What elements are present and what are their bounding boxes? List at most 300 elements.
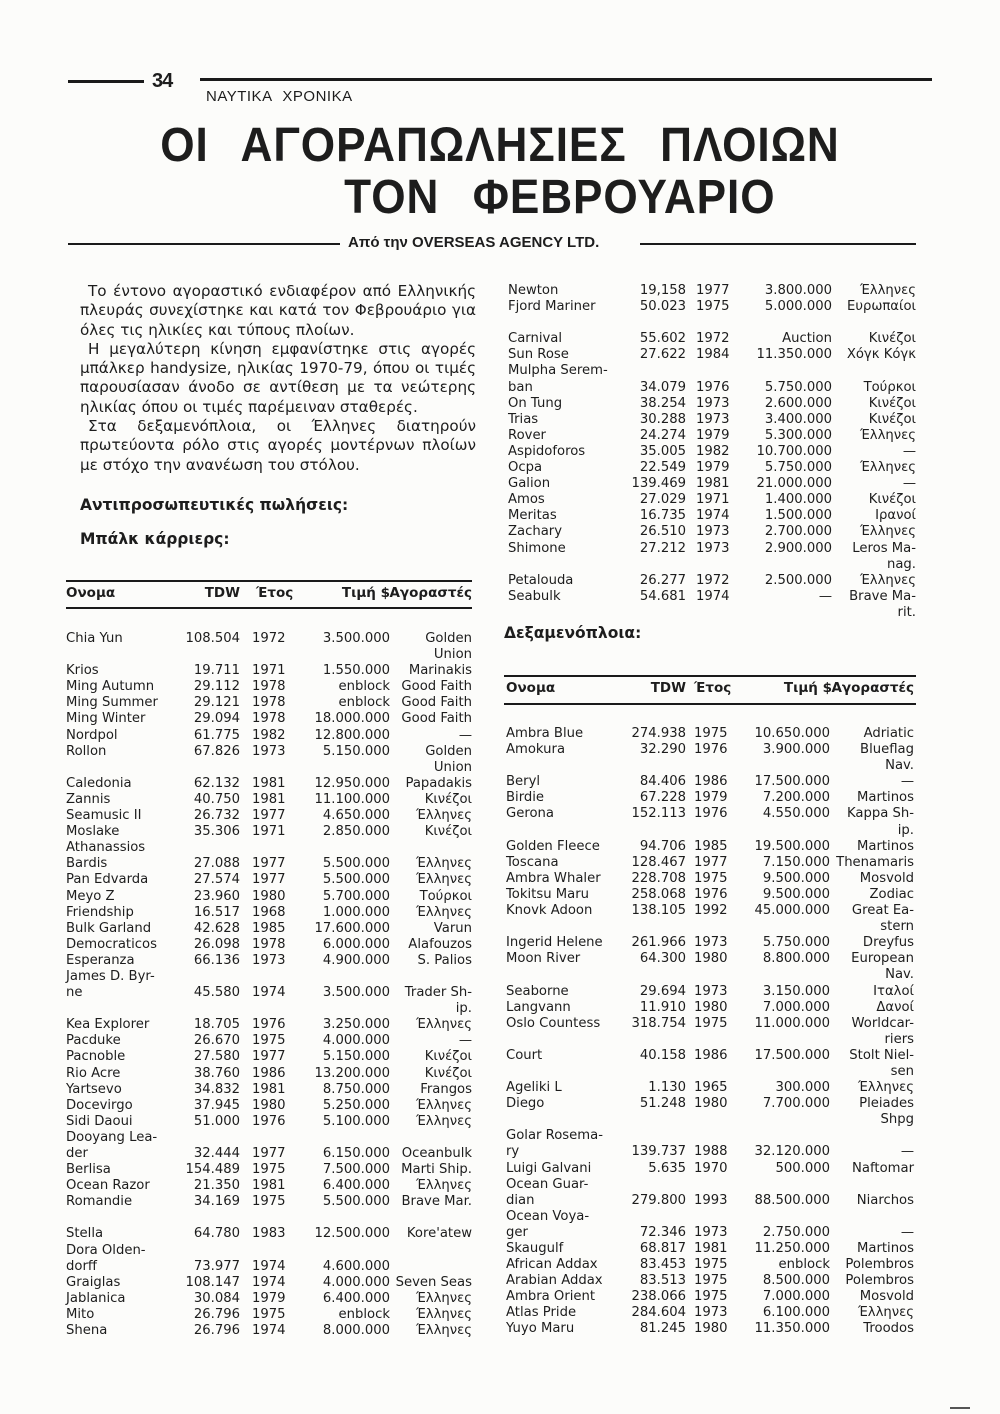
- price: 5.700.000: [322, 888, 390, 904]
- price: 3.500.000: [322, 631, 390, 646]
- col-name: Ονομα: [506, 680, 556, 696]
- tdw: 40.158: [639, 1047, 686, 1063]
- price: 12.950.000: [314, 775, 390, 791]
- price: 4.550.000: [762, 806, 830, 822]
- table-row: [508, 524, 916, 540]
- table-row: [508, 412, 916, 428]
- tdw: 154.489: [185, 1162, 240, 1178]
- table-row: [66, 856, 472, 872]
- tdw: 66.136: [193, 952, 240, 968]
- buyer: Έλληνες: [857, 1305, 914, 1321]
- buyer: Ιρανοί: [875, 508, 916, 524]
- tdw: 72.346: [639, 1224, 686, 1240]
- tankers-heading: Δεξαμενόπλοια:: [504, 624, 642, 642]
- buyer: Troodos: [863, 1321, 914, 1337]
- year: 1979: [694, 790, 728, 806]
- buyer: Έλληνες: [859, 572, 916, 588]
- price: 5.250.000: [322, 1097, 390, 1113]
- vessel-name: Trias: [508, 411, 539, 427]
- year: 1977: [252, 808, 286, 824]
- year: 1972: [696, 331, 730, 347]
- price: 5.000.000: [764, 299, 832, 315]
- buyer: Marinakis: [408, 663, 472, 679]
- representative-sales-heading: Αντιπροσωπευτικές πωλήσεις:: [80, 496, 349, 514]
- price: 300.000: [775, 1080, 830, 1096]
- table-header: [66, 585, 472, 601]
- price: 3.900.000: [762, 742, 830, 758]
- tdw: 32.444: [193, 1146, 240, 1161]
- buyer: Χόγκ Κόγκ: [846, 347, 916, 363]
- vessel-name: ne: [66, 985, 83, 1001]
- table-row: [506, 1289, 914, 1305]
- year: 1977: [252, 1049, 286, 1065]
- tankers-rule-top: [504, 675, 916, 677]
- tdw: 29.094: [193, 711, 240, 727]
- tdw: 23.960: [193, 888, 240, 904]
- table-row: [66, 711, 472, 727]
- table-row: [506, 871, 914, 887]
- buyer: —: [458, 1033, 472, 1049]
- year: 1979: [696, 460, 730, 476]
- tdw: 24.274: [639, 427, 686, 443]
- tdw: 30.288: [639, 411, 686, 427]
- tdw: 284.604: [631, 1305, 686, 1321]
- table-row: [66, 1114, 472, 1130]
- year: 1975: [694, 1289, 728, 1305]
- tdw: 45.580: [193, 985, 240, 1001]
- byline: Από την OVERSEAS AGENCY LTD.: [348, 234, 600, 251]
- buyer: Έλληνες: [859, 283, 916, 298]
- buyer: European: [851, 951, 914, 967]
- vessel-name: Atlas Pride: [506, 1305, 577, 1321]
- year: 1975: [694, 1273, 728, 1289]
- table-row: [506, 839, 914, 855]
- buyer: S. Palios: [417, 952, 472, 968]
- tdw: 21.350: [193, 1178, 240, 1194]
- buyer-part: Union: [433, 647, 472, 663]
- buyer: Κινέζοι: [868, 395, 916, 411]
- table-row: [508, 283, 916, 299]
- table-row-buyer-continuation: [66, 1001, 472, 1017]
- tdw: 34.079: [639, 379, 686, 395]
- year: 1975: [694, 870, 728, 886]
- year: 1965: [694, 1080, 728, 1096]
- price: 8.000.000: [322, 1323, 390, 1339]
- tdw: 27.212: [639, 540, 686, 556]
- table-row: [66, 679, 472, 695]
- table-row: [508, 573, 916, 589]
- vessel-name: On Tung: [508, 395, 563, 411]
- price: 12.800.000: [314, 727, 390, 743]
- year: 1968: [252, 904, 286, 920]
- buyer: Τούρκοι: [419, 888, 472, 904]
- vessel-name: African Addax: [506, 1257, 598, 1273]
- buyer: Έλληνες: [859, 427, 916, 443]
- price: 3.150.000: [762, 983, 830, 999]
- price: 4.900.000: [322, 952, 390, 968]
- vessel-name: Jablanica: [66, 1290, 126, 1306]
- buyer: Κινέζοι: [868, 331, 916, 347]
- buyer: Έλληνες: [415, 1113, 472, 1129]
- tdw: 27.580: [193, 1049, 240, 1065]
- vessel-name: Beryl: [506, 774, 541, 790]
- table-row: [66, 1259, 472, 1275]
- price: 11.000.000: [754, 1015, 830, 1031]
- year: 1992: [694, 903, 728, 919]
- tdw: 16.735: [639, 508, 686, 524]
- price: 6.000.000: [322, 936, 390, 952]
- tdw: 27.029: [639, 492, 686, 508]
- table-row: [508, 428, 916, 444]
- table-row: [506, 1000, 914, 1016]
- tdw: 32.290: [639, 742, 686, 758]
- buyer-part: Nav.: [885, 758, 914, 774]
- tdw: 26.732: [193, 808, 240, 824]
- year: 1975: [252, 1194, 286, 1210]
- vessel-name: Nordpol: [66, 727, 118, 743]
- table-row: [508, 396, 916, 412]
- year: 1973: [696, 524, 730, 540]
- buyer: Έλληνες: [857, 1080, 914, 1096]
- buyer: Κινέζοι: [424, 791, 472, 807]
- table-row: [66, 937, 472, 953]
- vessel-name: Chia Yun: [66, 631, 123, 646]
- buyer-part: Union: [433, 759, 472, 775]
- buyer: Έλληνες: [859, 460, 916, 476]
- table-row: [508, 444, 916, 460]
- vessel-name: Yartsevo: [66, 1081, 122, 1097]
- vessel-name: Galion: [508, 476, 551, 492]
- tdw: 16.517: [193, 904, 240, 920]
- price: 3.250.000: [322, 1017, 390, 1033]
- table-row: [506, 742, 914, 758]
- price: 2.900.000: [764, 540, 832, 556]
- vessel-name: Zachary: [508, 524, 563, 540]
- vessel-name-part: Ocean Voya-: [506, 1208, 590, 1224]
- price: 500.000: [775, 1160, 830, 1176]
- table-row: [506, 1193, 914, 1209]
- magazine-name: ΝΑΥΤΙΚΑ ΧΡΟΝΙΚΑ: [206, 88, 353, 105]
- col-buyers: Αγοραστές: [389, 585, 472, 601]
- price: 3.400.000: [764, 411, 832, 427]
- tdw: 26.796: [193, 1323, 240, 1339]
- year: 1985: [694, 838, 728, 854]
- vessel-name: Democraticos: [66, 936, 157, 952]
- tdw: 68.817: [639, 1241, 686, 1256]
- tdw: 29.121: [193, 695, 240, 711]
- tdw: 258.068: [631, 886, 686, 902]
- year: 1971: [252, 824, 286, 840]
- price: 6.400.000: [322, 1290, 390, 1306]
- price: 2.600.000: [764, 395, 832, 411]
- table-row: [66, 1178, 472, 1194]
- tdw: 64.780: [193, 1226, 240, 1242]
- vessel-name: Skaugulf: [506, 1241, 564, 1256]
- vessel-name: Stella: [66, 1226, 104, 1242]
- buyer: —: [900, 1224, 914, 1240]
- vessel-name: Yuyo Maru: [506, 1321, 575, 1337]
- vessel-name: Docevirgo: [66, 1097, 133, 1113]
- table-row: [508, 589, 916, 605]
- tdw: 37.945: [193, 1097, 240, 1113]
- vessel-name: Berlisa: [66, 1162, 111, 1178]
- vessel-name: dian: [506, 1192, 535, 1208]
- buyer: Good Faith: [401, 695, 472, 711]
- table-row: [506, 1161, 914, 1177]
- vessel-name: Newton: [508, 283, 559, 298]
- price: enblock: [338, 695, 390, 711]
- year: 1981: [252, 775, 286, 791]
- tdw: 83.453: [639, 1257, 686, 1273]
- price: 4.000.000: [322, 1274, 390, 1290]
- tdw: 51.000: [193, 1113, 240, 1129]
- price: 4.600.000: [322, 1258, 390, 1274]
- price: 13.200.000: [314, 1065, 390, 1081]
- table-row: [508, 380, 916, 396]
- tdw: 26.670: [193, 1033, 240, 1049]
- year: 1977: [252, 872, 286, 888]
- tankers-rule-bottom: [504, 703, 916, 705]
- tdw: 18.705: [193, 1017, 240, 1033]
- price: 8.500.000: [762, 1273, 830, 1289]
- year: 1981: [252, 1081, 286, 1097]
- year: 1976: [696, 379, 730, 395]
- buyer: Έλληνες: [415, 1017, 472, 1033]
- tdw: 108.147: [185, 1274, 240, 1290]
- buyer: Ιταλοί: [873, 983, 914, 999]
- year: 1974: [252, 985, 286, 1001]
- vessel-name: Ingerid Helene: [506, 935, 603, 951]
- vessel-name-part: Golar Rosema-: [506, 1128, 603, 1144]
- table-row: [506, 903, 914, 919]
- price: 19.500.000: [754, 838, 830, 854]
- vessel-name: Krios: [66, 663, 99, 679]
- vessel-name: Seamusic II: [66, 808, 142, 824]
- buyer-part: rit.: [897, 604, 916, 620]
- year: 1973: [696, 411, 730, 427]
- intro-paragraph: Στα δεξαμενόπλοια, οι Έλληνες διατηρούν πρωτεύοντα ρόλο στις αγορές μοντέρνων πλοίων με στόχο την ανανέωση του στόλου.: [80, 417, 476, 474]
- col-price: Τιμή $: [341, 585, 390, 601]
- buyer: Niarchos: [856, 1192, 914, 1208]
- buyer-part: ip.: [455, 1001, 472, 1017]
- tdw: 55.602: [639, 331, 686, 347]
- buyer: Martinos: [856, 790, 914, 806]
- tdw: 139.737: [631, 1144, 686, 1160]
- vessel-name: Diego: [506, 1096, 545, 1112]
- year: 1981: [252, 1178, 286, 1194]
- price: 5.300.000: [764, 427, 832, 443]
- year: 1981: [696, 476, 730, 492]
- vessel-name: Caledonia: [66, 775, 132, 791]
- table-row: [66, 792, 472, 808]
- tdw: 27.622: [639, 347, 686, 363]
- year: 1973: [252, 743, 286, 759]
- table-row: [508, 347, 916, 363]
- col-tdw: TDW: [204, 585, 240, 601]
- year: 1975: [694, 1257, 728, 1273]
- table-row: [66, 953, 472, 969]
- year: 1976: [694, 806, 728, 822]
- price: 88.500.000: [754, 1192, 830, 1208]
- table-row: [506, 1257, 914, 1273]
- buyer: Golden: [425, 743, 472, 759]
- table-row: [506, 951, 914, 967]
- year: 1973: [694, 935, 728, 951]
- year: 1977: [694, 854, 728, 870]
- vessel-name: Birdie: [506, 790, 545, 806]
- buyer: Polembros: [845, 1257, 914, 1273]
- tdw: 318.754: [631, 1015, 686, 1031]
- buyer: Έλληνες: [415, 808, 472, 824]
- table-row-name-continuation: [506, 1177, 914, 1193]
- tdw: 5.635: [648, 1160, 686, 1176]
- price: 8.800.000: [762, 951, 830, 967]
- price: 2.850.000: [322, 824, 390, 840]
- buyer: Έλληνες: [415, 1290, 472, 1306]
- price: 17.600.000: [314, 920, 390, 936]
- tdw: 279.800: [631, 1192, 686, 1208]
- buyer: Kappa Sh-: [847, 806, 914, 822]
- table-row: [506, 935, 914, 951]
- price: 5.100.000: [322, 1113, 390, 1129]
- vessel-name: Friendship: [66, 904, 134, 920]
- buyer: Frangos: [420, 1081, 472, 1097]
- buyer: Δανοί: [876, 999, 914, 1015]
- table-row: [66, 1082, 472, 1098]
- table-row-buyer-continuation: [506, 967, 914, 983]
- year: 1984: [696, 347, 730, 363]
- buyer: Έλληνες: [859, 524, 916, 540]
- year: 1971: [252, 663, 286, 679]
- price: 9.500.000: [762, 870, 830, 886]
- vessel-name-part: James D. Byr-: [66, 968, 155, 984]
- vessel-name-part: Dooyang Lea-: [66, 1129, 158, 1145]
- table-row: [66, 663, 472, 679]
- tdw: 35.005: [639, 443, 686, 459]
- year: 1983: [252, 1226, 286, 1242]
- vessel-name-part: Dora Olden-: [66, 1242, 146, 1258]
- table-row: [506, 1080, 914, 1096]
- buyer: Έλληνες: [415, 1306, 472, 1322]
- year: 1978: [252, 695, 286, 711]
- price: 3.800.000: [764, 283, 832, 298]
- vessel-name: Amokura: [506, 742, 566, 758]
- vessel-name: Pan Edvarda: [66, 872, 149, 888]
- price: 11.350.000: [756, 347, 832, 363]
- vessel-name: Gerona: [506, 806, 554, 822]
- year: 1975: [252, 1033, 286, 1049]
- table-row: [506, 1144, 914, 1160]
- table-row: [66, 1323, 472, 1339]
- table-row: [66, 1017, 472, 1033]
- table-row-buyer-continuation: [506, 823, 914, 839]
- price: 18.000.000: [314, 711, 390, 727]
- table-row: [508, 299, 916, 315]
- year: 1978: [252, 711, 286, 727]
- table-row: [508, 331, 916, 347]
- price: enblock: [338, 1306, 390, 1322]
- year: 1979: [696, 427, 730, 443]
- price: —: [818, 588, 832, 604]
- col-price: Τιμή $: [783, 680, 832, 696]
- table-row: [508, 492, 916, 508]
- vessel-name: Seabulk: [508, 588, 561, 604]
- table-rule-bottom: [66, 607, 472, 609]
- table-row: [506, 1241, 914, 1257]
- buyer: Naftomar: [852, 1160, 914, 1176]
- table-row: [66, 1162, 472, 1178]
- buyer: —: [902, 443, 916, 459]
- tdw: 26.277: [639, 572, 686, 588]
- header-rule-left: [68, 80, 144, 83]
- tdw: 50.023: [639, 299, 686, 315]
- buyer: Pleiades: [859, 1096, 914, 1112]
- vessel-name: Pacduke: [66, 1033, 121, 1049]
- price: 4.000.000: [322, 1033, 390, 1049]
- vessel-name: Seaborne: [506, 983, 569, 999]
- page-number: 34: [152, 70, 173, 92]
- year: 1974: [252, 1258, 286, 1274]
- vessel-name: Arabian Addax: [506, 1273, 603, 1289]
- price: 5.750.000: [762, 935, 830, 951]
- year: 1986: [694, 774, 728, 790]
- vessel-name: ry: [506, 1144, 520, 1160]
- table-row-buyer-continuation: [506, 1112, 914, 1128]
- table-row-name-continuation: [508, 363, 916, 379]
- vessel-name: Ocpa: [508, 460, 543, 476]
- tdw: 29.694: [639, 983, 686, 999]
- year: 1980: [252, 1097, 286, 1113]
- price: 17.500.000: [754, 774, 830, 790]
- price: 1.400.000: [764, 492, 832, 508]
- vessel-name: Rio Acre: [66, 1065, 121, 1081]
- tdw: 27.574: [193, 872, 240, 888]
- buyer: Brave Ma-: [849, 588, 916, 604]
- vessel-name: Golden Fleece: [506, 838, 600, 854]
- buyer: Έλληνες: [415, 856, 472, 872]
- buyer: Polembros: [845, 1273, 914, 1289]
- year: 1981: [252, 791, 286, 807]
- table-row: [66, 1098, 472, 1114]
- row-gap: [508, 315, 916, 331]
- buyer: Papadakis: [405, 775, 472, 791]
- vessel-name: Zannis: [66, 791, 111, 807]
- buyer: Kore'atew: [406, 1226, 472, 1242]
- buyer-part: stern: [880, 919, 914, 935]
- tdw: 27.088: [193, 856, 240, 872]
- table-rule-top: [66, 580, 472, 582]
- tdw: 26.796: [193, 1306, 240, 1322]
- tdw: 1.130: [648, 1080, 686, 1096]
- vessel-name: Mito: [66, 1306, 95, 1322]
- table-row: [66, 808, 472, 824]
- table-row: [506, 1225, 914, 1241]
- price: 11.250.000: [754, 1241, 830, 1256]
- table-row: [66, 695, 472, 711]
- table-row: [66, 744, 472, 760]
- tdw: 138.105: [631, 903, 686, 919]
- table-row: [506, 1096, 914, 1112]
- table-row-buyer-continuation: [508, 557, 916, 573]
- year: 1986: [694, 1047, 728, 1063]
- buyer-part: riers: [884, 1031, 914, 1047]
- vessel-name: Ambra Blue: [506, 726, 584, 741]
- vessel-name: Tokitsu Maru: [506, 886, 590, 902]
- year: 1972: [252, 631, 286, 646]
- price: 7.500.000: [322, 1162, 390, 1178]
- buyer: Marti Ship.: [401, 1162, 472, 1178]
- vessel-name: Ming Winter: [66, 711, 146, 727]
